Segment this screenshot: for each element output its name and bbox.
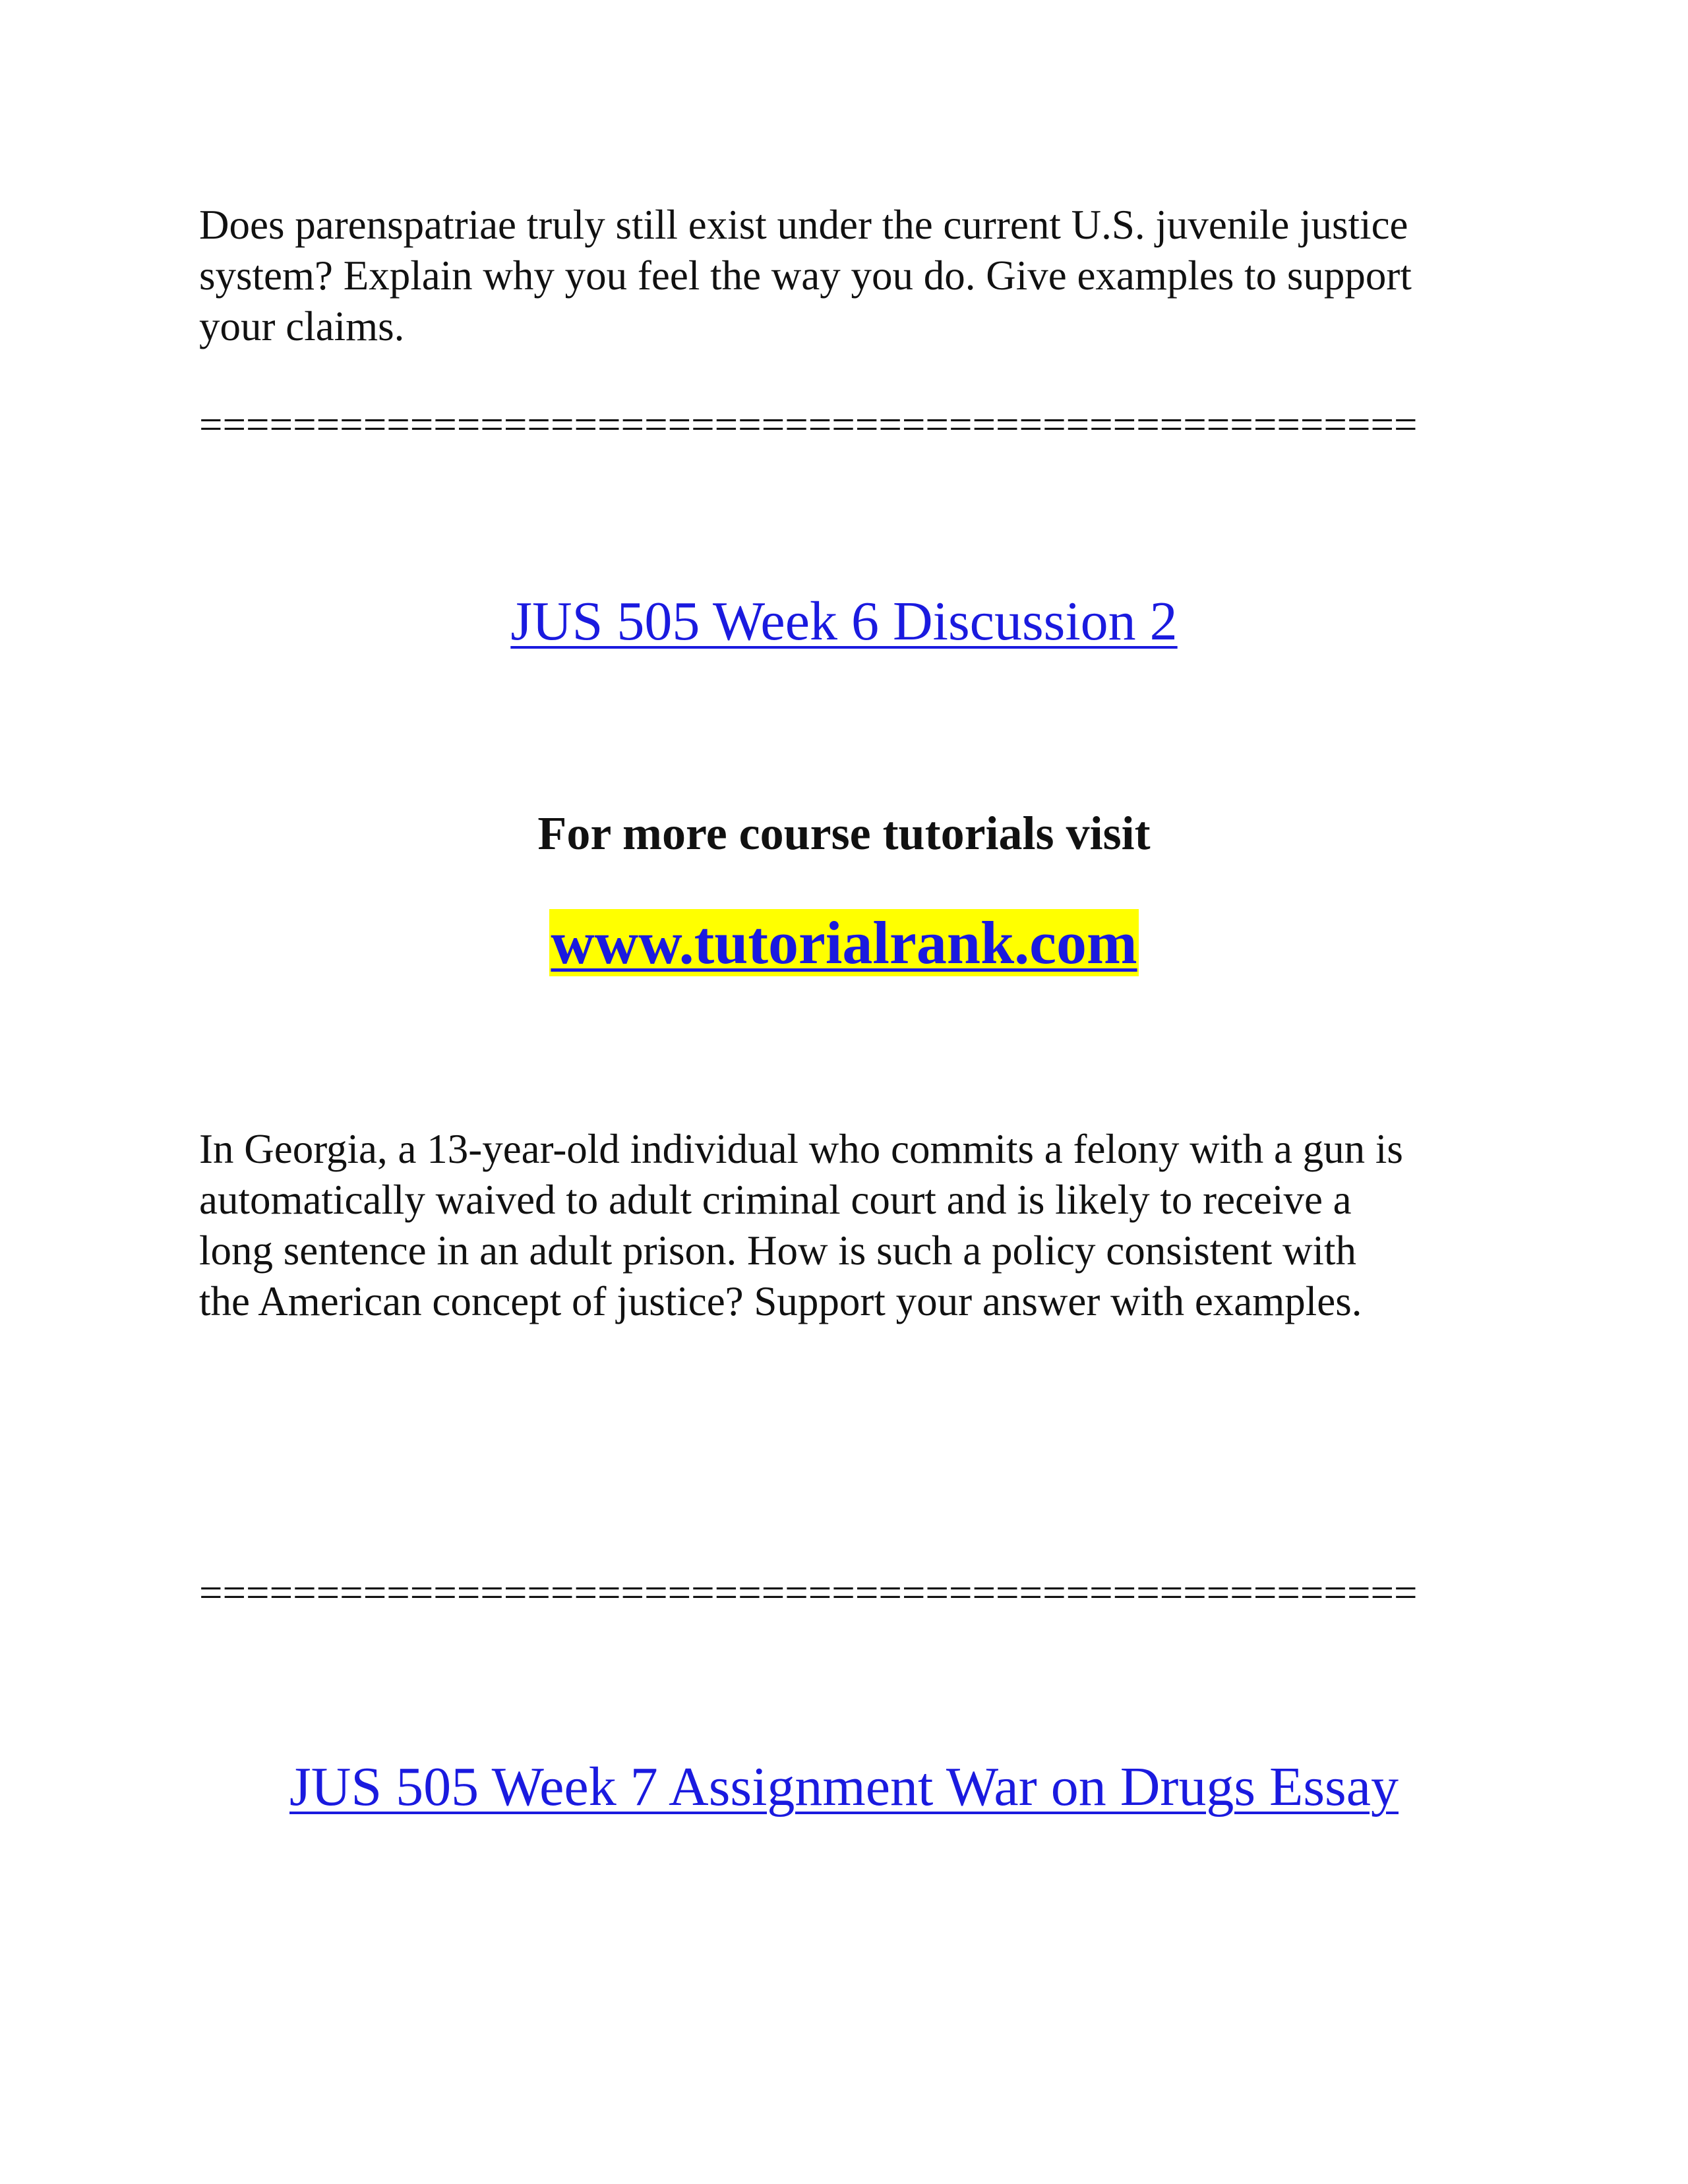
intro-question-line-2: system? Explain why you feel the way you do. Give examples to support (199, 252, 1412, 299)
promo-text: For more course tutorials visit (537, 807, 1151, 860)
divider-bottom: ==================================================== (199, 1570, 1418, 1616)
georgia-question-line-2: automatically waived to adult criminal court and is likely to receive a (199, 1177, 1352, 1223)
divider-top: ==================================================== (199, 401, 1418, 448)
georgia-question-line-3: long sentence in an adult prison. How is such a policy consistent with (199, 1227, 1356, 1274)
intro-question-line-1: Does parenspatriae truly still exist under the current U.S. juvenile justice (199, 202, 1408, 248)
georgia-question-line-4: the American concept of justice? Support your answer with examples. (199, 1278, 1362, 1324)
georgia-question (199, 1124, 1518, 1327)
discussion-link[interactable]: JUS 505 Week 6 Discussion 2 (510, 591, 1178, 652)
tutorialrank-link[interactable]: www.tutorialrank.com (551, 909, 1137, 976)
intro-question (199, 200, 1518, 352)
promo-site (0, 906, 1688, 980)
intro-question-line-3: your claims. (199, 303, 405, 349)
georgia-question-line-1: In Georgia, a 13-year-old individual who commits a felony with a gun is (199, 1126, 1403, 1172)
assignment-heading (0, 1754, 1688, 1820)
assignment-link[interactable]: JUS 505 Week 7 Assignment War on Drugs Essay (289, 1756, 1399, 1817)
discussion-heading (0, 589, 1688, 655)
